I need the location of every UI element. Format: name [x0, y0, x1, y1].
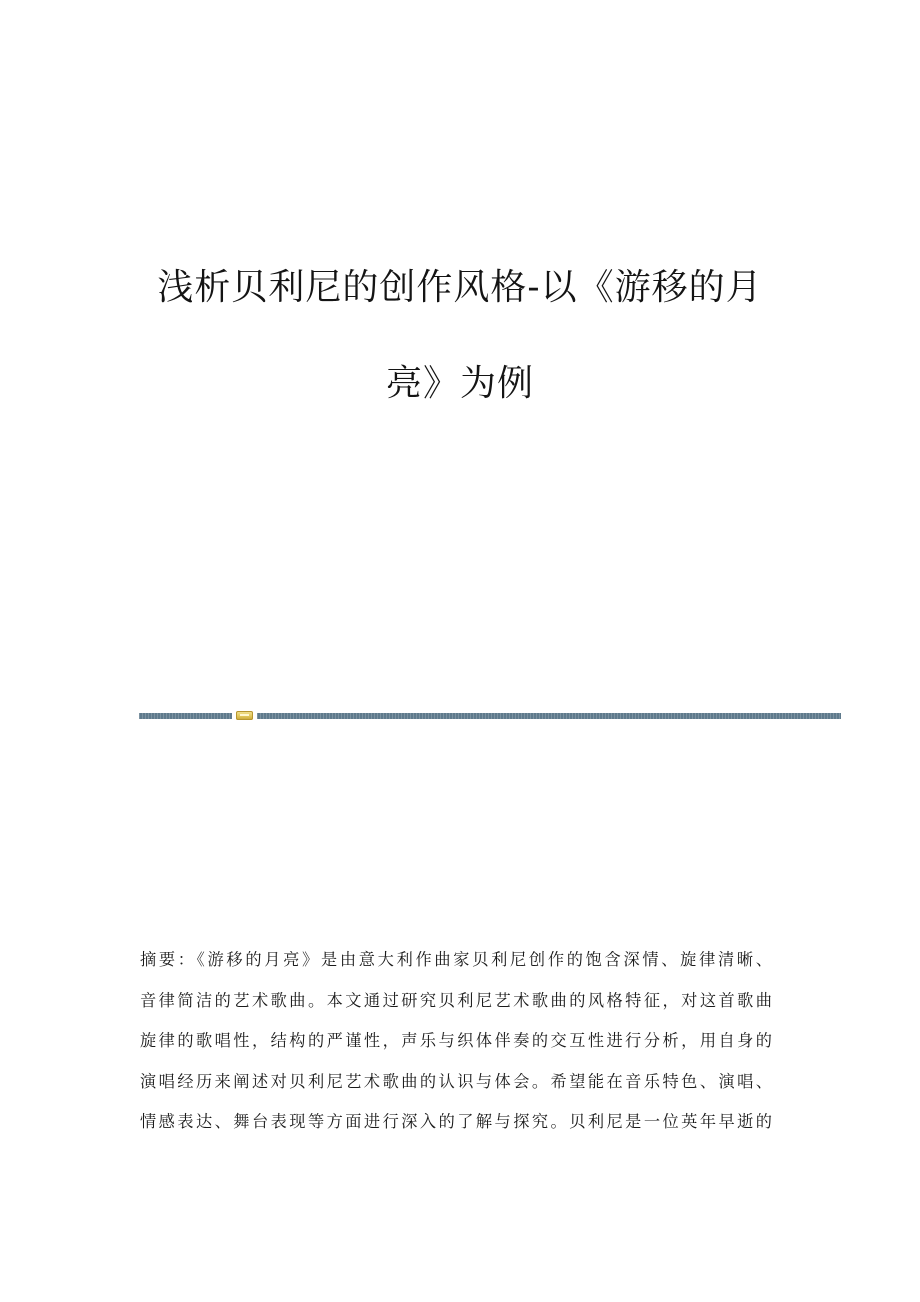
- divider-bar-left: [139, 713, 232, 719]
- divider-ornament-icon: [236, 711, 253, 720]
- section-divider: [139, 711, 841, 720]
- abstract-line: 音律简洁的艺术歌曲。本文通过研究贝利尼艺术歌曲的风格特征，对这首歌曲: [140, 990, 772, 1010]
- abstract-line: 旋律的歌唱性，结构的严谨性，声乐与织体伴奏的交互性进行分析，用自身的: [140, 1031, 772, 1050]
- abstract-paragraph: [140, 940, 772, 1143]
- abstract-line: 演唱经历来阐述对贝利尼艺术歌曲的认识与体会。希望能在音乐特色、演唱、: [140, 1071, 772, 1091]
- page-title-line-2: 亮》为例: [385, 363, 534, 404]
- abstract-line: 摘要：《游移的月亮》是由意大利作曲家贝利尼创作的饱含深情、旋律清晰、: [140, 950, 772, 969]
- abstract-line: 情感表达、舞台表现等方面进行深入的了解与探究。贝利尼是一位英年早逝的: [140, 1112, 772, 1131]
- divider-bar-right: [257, 713, 841, 719]
- page-title-line-1: 浅析贝利尼的创作风格-以《游移的月: [157, 267, 763, 308]
